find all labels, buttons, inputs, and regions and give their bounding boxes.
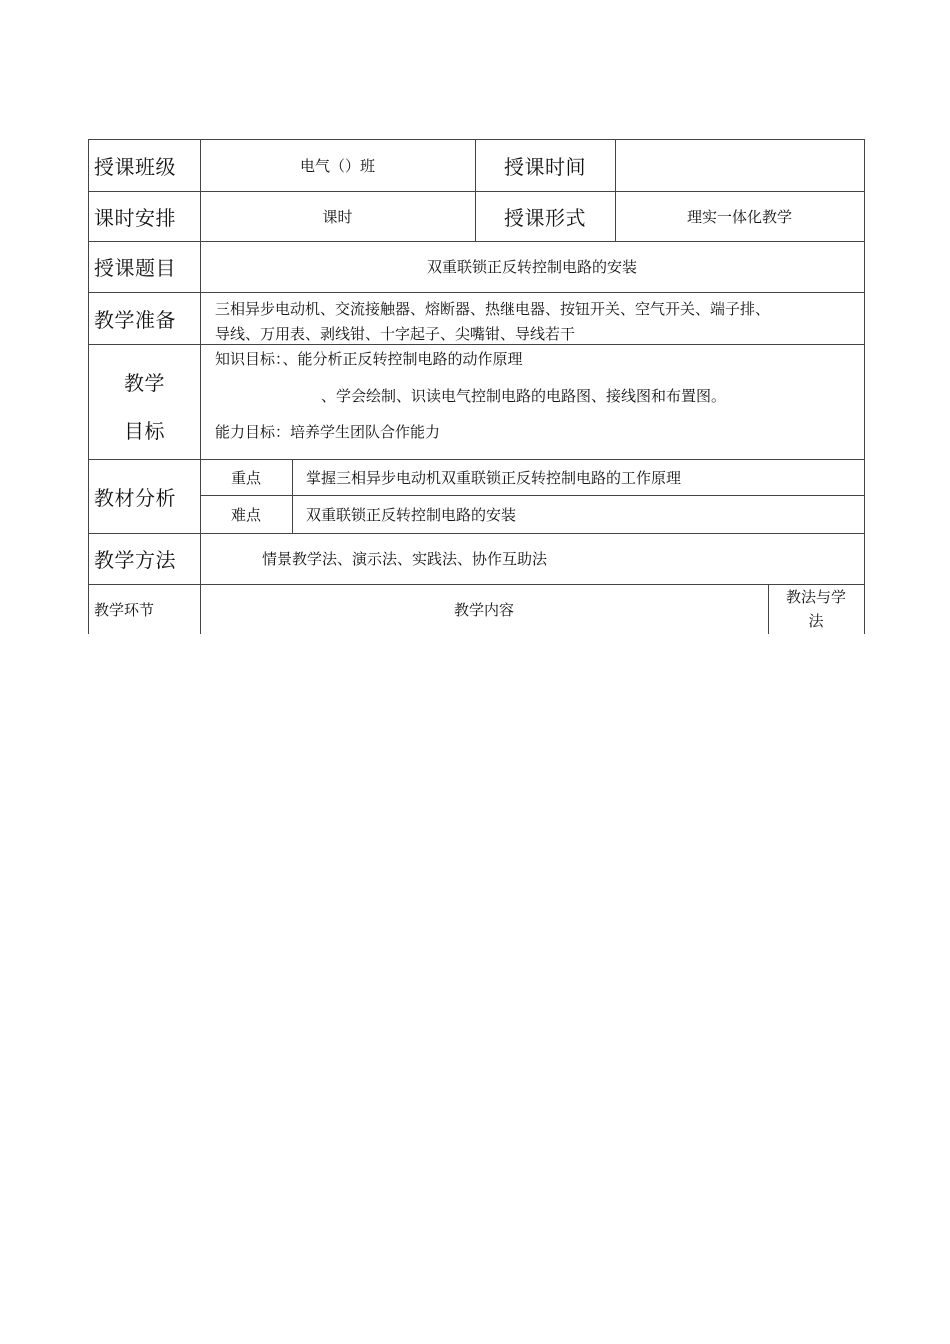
time-label: 授课时间 — [504, 154, 586, 179]
table-rule — [864, 139, 865, 634]
analysis-label: 教材分析 — [94, 485, 176, 510]
class-value: 电气（）班 — [299, 156, 375, 175]
prep-label: 教学准备 — [94, 307, 176, 332]
class-label: 授课班级 — [94, 154, 176, 179]
hours-value: 课时 — [322, 207, 353, 226]
form-value: 理实一体化教学 — [686, 207, 792, 226]
approach-header — [768, 586, 864, 632]
key-value: 掌握三相异步电动机双重联锁正反转控制电路的工作原理 — [306, 468, 682, 487]
goal-line-3: 能力目标：培养学生团队合作能力 — [215, 423, 441, 441]
topic-label: 授课题目 — [94, 256, 176, 280]
goal-line-1: 知识目标：、能分析正反转控制电路的动作原理 — [215, 350, 523, 368]
approach-header-line-2: 法 — [808, 612, 824, 630]
form-label: 授课形式 — [504, 205, 586, 230]
table-rule — [88, 292, 864, 293]
method-label: 教学方法 — [94, 548, 176, 572]
goal-label-2: 目标 — [124, 419, 165, 443]
table-rule — [88, 139, 89, 634]
key-label: 重点 — [230, 468, 261, 487]
time-value — [615, 139, 864, 191]
hours-label: 课时安排 — [94, 205, 176, 230]
diff-value: 双重联锁正反转控制电路的安装 — [306, 505, 517, 524]
prep-line-2: 导线、万用表、剥线钳、十字起子、尖嘴钳、导线若干 — [215, 325, 576, 343]
goal-label-1: 教学 — [124, 371, 165, 395]
lesson-plan-table — [88, 139, 864, 634]
topic-value: 双重联锁正反转控制电路的安装 — [426, 258, 637, 276]
goal-line-2: 、学会绘制、识读电气控制电路的电路图、接线图和布置图。 — [321, 387, 727, 405]
method-value: 情景教学法、演示法、实践法、协作互助法 — [262, 550, 548, 568]
approach-header-line-1: 教法与学 — [785, 588, 846, 606]
prep-line-1: 三相异步电动机、交流接触器、熔断器、热继电器、按钮开关、空气开关、端子排、 — [215, 300, 771, 318]
content-header: 教学内容 — [453, 600, 514, 619]
table-rule — [88, 344, 864, 345]
stage-header: 教学环节 — [94, 600, 155, 619]
table-rule — [292, 459, 293, 533]
diff-label: 难点 — [230, 505, 261, 524]
